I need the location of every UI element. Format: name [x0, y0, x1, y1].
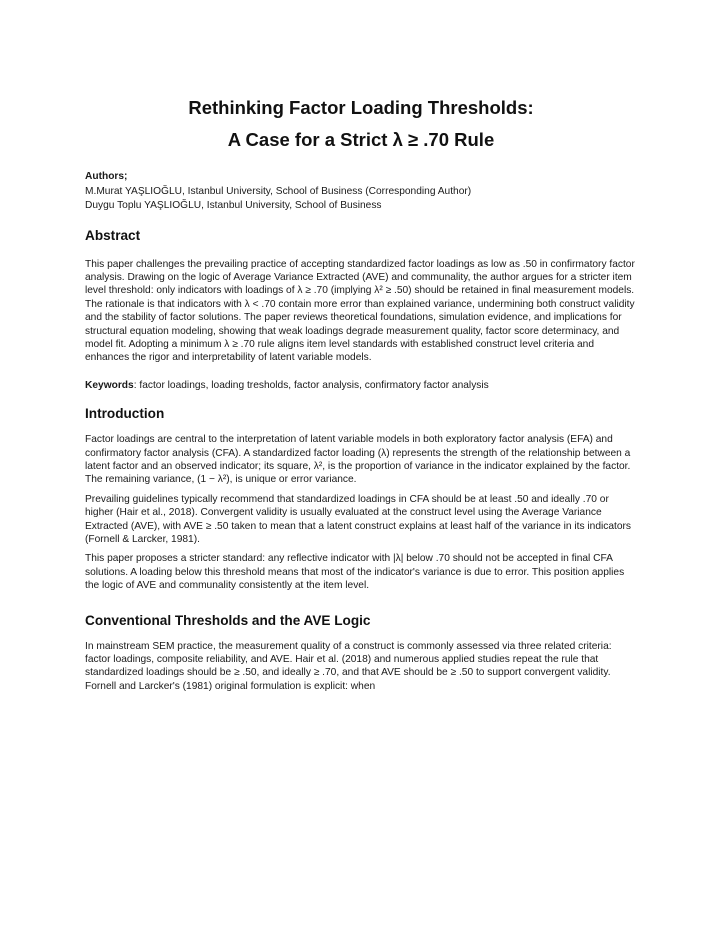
- introduction-heading: Introduction: [85, 406, 165, 422]
- page-content: [85, 92, 637, 693]
- keywords-paragraph: [85, 379, 637, 392]
- keywords-text: : factor loadings, loading tresholds, factor analysis, confirmatory factor analysis: [133, 379, 489, 391]
- conventional-thresholds-heading: Conventional Thresholds and the AVE Logic: [85, 612, 371, 628]
- author-line-2: Duygu Toplu YAŞLIOĞLU, Istanbul University, School of Business: [85, 200, 382, 211]
- abstract-paragraph: This paper challenges the prevailing practice of accepting standardized factor loadings as low as .50 in confirmatory factor analysis. Drawing on the logic of Average Variance Extracted (AVE) and communality, the author argues for a stricter item level threshold: only indicators with loadings of λ ≥ .70 (implying λ² ≥ .50) should be retained in final measurement models. The rationale is that indicators with λ < .70 contain more error than explained variance, undermining both construct validity and the stability of factor solutions. The paper reviews theoretical foundations, simulation evidence, and implications for structural equation modeling, showing that weak loadings degrade measurement quality, factor score determinacy, and model fit. Adopting a minimum λ ≥ .70 rule aligns item level standards with established construct level criteria and enhances the rigor and interpretability of latent variable models.: [85, 258, 635, 364]
- author-line-1: M.Murat YAŞLIOĞLU, Istanbul University, School of Business (Corresponding Author): [85, 185, 472, 197]
- title-line-1: Rethinking Factor Loading Thresholds:: [188, 97, 534, 118]
- conventional-paragraph-1: In mainstream SEM practice, the measurement quality of a construct is commonly assessed via three related criteria: factor loadings, composite reliability, and AVE. Hair et al. (2018) and numerous applied studies repeat the rule that standardized loadings should be ≥ .50, and ideally ≥ .70, and that AVE should be ≥ .50 to support convergent validity. Fornell and Larcker's (1981) original formulation is explicit: when: [85, 640, 612, 692]
- paper-title: [85, 92, 637, 156]
- authors-heading: Authors;: [85, 171, 128, 182]
- introduction-paragraph-2: Prevailing guidelines typically recommend that standardized loadings in CFA should be at least .50 and ideally .70 or higher (Hair et al., 2018). Convergent validity is usually evaluated at the construct level using the Average Variance Extracted (AVE), with AVE ≥ .50 taken to mean that a latent construct explains at least half of the variance in its indicators (Fornell & Larcker, 1981).: [85, 493, 631, 545]
- keywords-label: Keywords: [85, 379, 134, 391]
- abstract-heading: Abstract: [85, 227, 141, 243]
- introduction-paragraph-1: Factor loadings are central to the interpretation of latent variable models in both exploratory factor analysis (EFA) and confirmatory factor analysis (CFA). A standardized factor loading (λ) represents the strength of the relationship between a latent factor and an observed indicator; its square, λ², is the proportion of variance in the indicator explained by the factor. The remaining variance, (1 − λ²), is unique or error variance.: [85, 434, 631, 486]
- introduction-paragraph-3: This paper proposes a stricter standard: any reflective indicator with |λ| below .70 should not be accepted in final CFA solutions. A loading below this threshold means that most of the indicator's variance is due to error. This position applies the logic of AVE and communality consistently at the item level.: [85, 553, 625, 592]
- title-line-2: A Case for a Strict λ ≥ .70 Rule: [227, 129, 495, 150]
- authors-block: [85, 170, 637, 214]
